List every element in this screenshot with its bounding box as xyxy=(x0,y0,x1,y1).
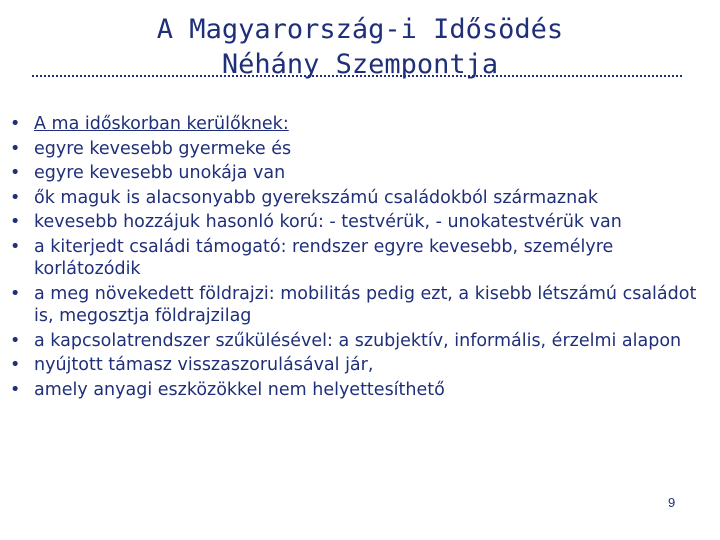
bullet-marker: • xyxy=(10,187,21,208)
bullet-marker: • xyxy=(10,138,21,159)
bullet-text: kevesebb hozzájuk hasonló korú: - testvérük, - unokatestvérük van xyxy=(34,212,622,232)
bullet-marker: • xyxy=(10,283,21,304)
bullet-item xyxy=(10,187,700,210)
bullet-item xyxy=(10,113,700,136)
bullet-item xyxy=(10,283,700,328)
bullet-marker: • xyxy=(10,212,21,232)
bullet-marker: • xyxy=(10,163,21,183)
title-dotted-divider xyxy=(32,75,682,77)
bullet-item xyxy=(10,354,700,377)
slide-title xyxy=(0,12,720,82)
bullet-item xyxy=(10,236,700,281)
bullet-text: egyre kevesebb unokája van xyxy=(34,163,286,183)
bullet-item xyxy=(10,211,700,234)
bullet-marker: • xyxy=(10,236,21,257)
bullet-text: nyújtott támasz visszaszorulásával jár, xyxy=(34,355,374,375)
bullet-marker: • xyxy=(10,330,21,351)
bullet-text: ők maguk is alacsonyabb gyerekszámú családokból származnak xyxy=(34,187,599,208)
bullet-marker: • xyxy=(10,379,21,400)
slide-title-line-2: Néhány Szempontja xyxy=(221,49,499,80)
slide-title-line-1: A Magyarország-i Idősödés xyxy=(156,14,564,45)
bullet-text: a kapcsolatrendszer szűkülésével: a szubjektív, informális, érzelmi alapon xyxy=(34,330,682,351)
bullet-item xyxy=(10,379,700,402)
bullet-text: egyre kevesebb gyermeke és xyxy=(34,138,292,159)
bullet-marker: • xyxy=(10,355,21,375)
bullet-text: A ma időskorban kerülőknek: xyxy=(34,114,289,134)
bullet-list xyxy=(10,113,700,403)
page-number: 9 xyxy=(668,495,676,510)
bullet-item xyxy=(10,330,700,353)
bullet-text: a meg növekedett földrajzi: mobilitás pedig ezt, a kisebb létszámú családot is, megosztja földrajzilag xyxy=(34,283,697,326)
bullet-text: amely anyagi eszközökkel nem helyettesíthető xyxy=(34,379,445,400)
bullet-item xyxy=(10,138,700,161)
bullet-text: a kiterjedt családi támogató: rendszer egyre kevesebb, személyre korlátozódik xyxy=(34,236,614,279)
bullet-marker: • xyxy=(10,114,21,134)
bullet-item xyxy=(10,162,700,185)
